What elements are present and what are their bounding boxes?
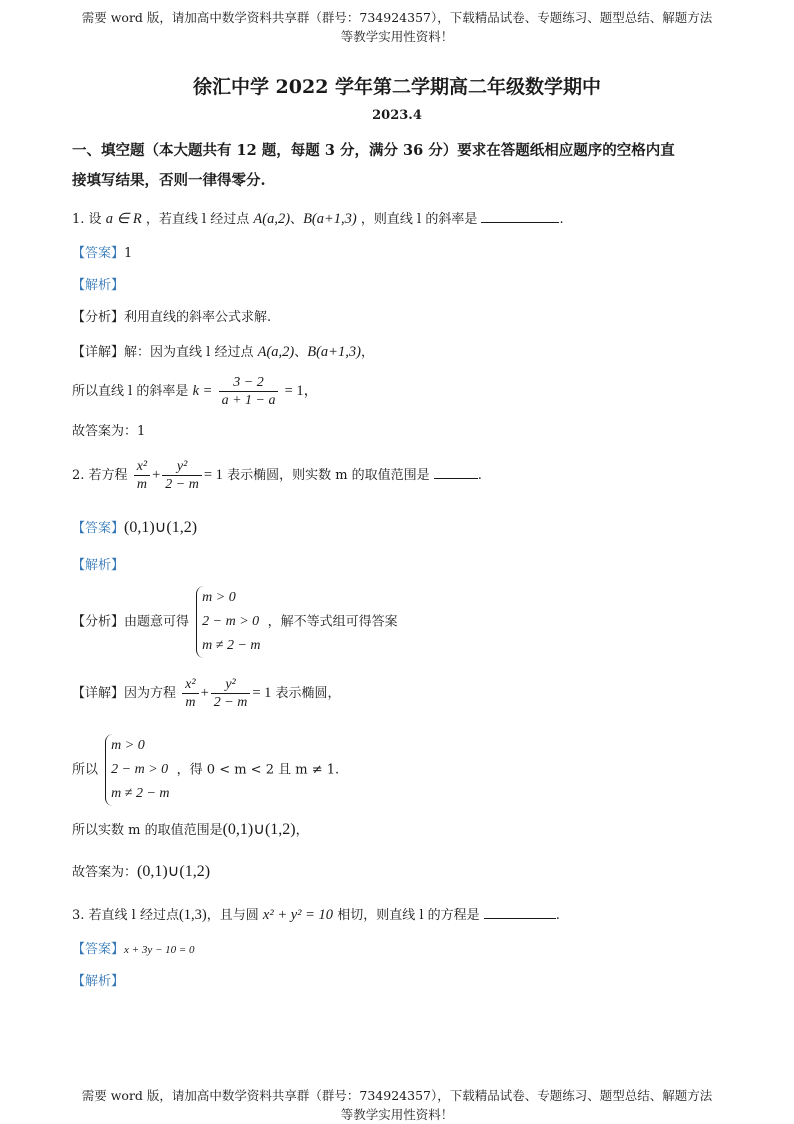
q2-detail-frac2-den: 2 − m	[213, 695, 248, 710]
q3-end: .	[555, 908, 560, 923]
q2-plus: +	[152, 467, 161, 483]
q1-detail-line	[72, 342, 374, 363]
q2-answer: (0,1)∪(1,2)	[124, 519, 198, 536]
q1-detail-end: ，	[360, 345, 374, 360]
q2-frac2-den: 2 − m	[165, 477, 199, 492]
q1-analysis-line	[72, 276, 124, 296]
q3-text-mid: ，且与圆	[206, 908, 259, 923]
q1-slope-numerator: 3 − 2	[219, 374, 279, 392]
q2-system-row-3: m ≠ 2 − m	[202, 638, 261, 653]
q1-text-mid: ，若直线 l 经过点	[145, 212, 250, 227]
q1-math-a-in-r: a ∈ R	[105, 211, 142, 227]
header-line-1: 需要 word 版，请加高中数学资料共享群（群号：734924357），下载精品试卷、专题练习、题型总结、解题方法	[81, 10, 713, 25]
q1-slope-denominator: a + 1 − a	[221, 393, 276, 408]
q1-slope-text: 所以直线 l 的斜率是	[72, 384, 189, 399]
q2-system-row-2: 2 − m > 0	[202, 614, 260, 629]
exam-date: 2023.4	[372, 108, 422, 123]
header-notice	[0, 8, 794, 46]
q2-system-row-1: m > 0	[202, 590, 236, 605]
q2-detail-system	[105, 734, 169, 806]
q2-detail-frac2-num: y²	[211, 676, 251, 694]
section-heading-line-2: 接填写结果，否则一律得零分.	[72, 172, 266, 189]
q2-range-line	[72, 820, 309, 841]
q1-detail-text: 解：因为直线 l 经过点	[124, 345, 254, 360]
q3-answer-line	[72, 940, 195, 960]
analysis-tag: 【解析】	[72, 278, 125, 293]
answer-tag: 【答案】	[72, 246, 125, 261]
q2-final-pre: 故答案为：	[72, 865, 138, 880]
q1-detail-point-b: B(a+1,3)	[307, 344, 361, 360]
q1-final: 故答案为：1	[72, 424, 146, 439]
q2-text-post: 表示椭圆，则实数 m 的取值范围是	[227, 468, 430, 483]
q2-analysis-line	[72, 556, 124, 576]
q2-fenxi-system	[196, 586, 260, 658]
q1-slope-result: = 1，	[284, 383, 319, 399]
q2-fraction-x	[134, 458, 150, 493]
q1-prefix: 1. 设	[72, 212, 102, 227]
q2-detail-frac1-den: m	[185, 695, 196, 710]
q2-detail-system-row-1: m > 0	[111, 738, 145, 753]
q2-fenxi-pre: 由题意可得	[124, 614, 190, 630]
q1-text-post: ，则直线 l 的斜率是	[360, 212, 478, 227]
q3-point: (1,3)	[178, 907, 207, 923]
q3-analysis-line	[72, 972, 124, 992]
q2-answer-blank	[434, 464, 478, 479]
q1-point-a: A(a,2)	[253, 211, 291, 227]
fenxi-tag: 【分析】	[72, 310, 125, 325]
q1-slope-fraction	[219, 374, 279, 409]
q1-answer: 1	[124, 246, 133, 261]
q1-separator: 、	[290, 212, 304, 227]
q1-detail-point-a: A(a,2)	[257, 344, 295, 360]
detail-tag: 【详解】	[72, 686, 125, 701]
q1-slope-k: k =	[192, 383, 213, 399]
answer-tag: 【答案】	[72, 521, 125, 536]
q2-range-pre: 所以实数 m 的取值范围是	[72, 823, 223, 838]
q1-answer-blank	[481, 208, 559, 223]
question-1	[72, 208, 564, 230]
q1-end: .	[559, 212, 564, 227]
question-3	[72, 904, 560, 926]
page-title: 徐汇中学 2022 学年第二学期高二年级数学期中	[192, 76, 602, 98]
q2-answer-line	[72, 518, 197, 539]
q2-detail-line	[72, 676, 341, 711]
q3-answer-blank	[484, 904, 556, 919]
q2-final-value: (0,1)∪(1,2)	[137, 863, 211, 880]
q2-so-post: ，得 0 < m < 2 且 m ≠ 1.	[176, 762, 340, 778]
footer-line-2: 等教学实用性资料！	[340, 1107, 454, 1122]
section-heading-line-1: 一、填空题（本大题共有 12 题，每题 3 分，满分 36 分）要求在答题纸相应题序的空格内直	[72, 142, 675, 159]
header-line-2: 等教学实用性资料！	[340, 29, 454, 44]
q2-final-line	[72, 862, 210, 883]
q2-frac2-num: y²	[162, 458, 202, 476]
footer-notice	[0, 1086, 794, 1124]
q2-prefix: 2. 若方程	[72, 468, 128, 483]
q3-prefix: 3. 若直线 l 经过点	[72, 908, 179, 923]
q2-frac1-num: x²	[134, 458, 150, 476]
detail-tag: 【详解】	[72, 345, 125, 360]
q2-detail-equals: = 1	[252, 685, 272, 701]
q2-end: .	[477, 468, 482, 483]
q3-circle-equation: x² + y² = 10	[262, 907, 334, 923]
analysis-tag: 【解析】	[72, 558, 125, 573]
q1-slope-line	[72, 374, 318, 409]
q2-so-pre: 所以	[72, 762, 99, 778]
q2-detail-frac1-num: x²	[182, 676, 198, 694]
q2-detail-plus: +	[200, 685, 209, 701]
q3-text-post: 相切，则直线 l 的方程是	[337, 908, 480, 923]
q2-frac1-den: m	[136, 477, 147, 492]
q1-point-b: B(a+1,3)	[303, 211, 357, 227]
q2-equals: = 1	[203, 467, 223, 483]
q2-so-line	[72, 734, 339, 806]
q2-fraction-y	[162, 458, 202, 493]
q2-fenxi-line	[72, 586, 398, 658]
q2-detail-system-row-2: 2 − m > 0	[111, 762, 169, 777]
q2-detail-fraction-x	[182, 676, 198, 711]
q2-range-value: (0,1)∪(1,2)	[222, 821, 296, 838]
q2-detail-fraction-y	[211, 676, 251, 711]
fenxi-tag: 【分析】	[72, 614, 125, 630]
q3-answer: x + 3y − 10 = 0	[124, 944, 195, 956]
q2-detail-post: 表示椭圆，	[275, 686, 341, 701]
q1-detail-sep: 、	[294, 345, 308, 360]
analysis-tag: 【解析】	[72, 974, 125, 989]
q2-range-end: ，	[295, 823, 309, 838]
q2-detail-system-row-3: m ≠ 2 − m	[111, 786, 170, 801]
section-heading	[72, 136, 675, 196]
answer-tag: 【答案】	[72, 942, 125, 957]
q1-fenxi-text: 利用直线的斜率公式求解.	[124, 310, 272, 325]
footer-line-1: 需要 word 版，请加高中数学资料共享群（群号：734924357），下载精品试卷、专题练习、题型总结、解题方法	[81, 1088, 713, 1103]
q1-fenxi-line	[72, 308, 271, 328]
q1-answer-line	[72, 244, 132, 264]
question-2	[72, 458, 482, 493]
q2-detail-pre: 因为方程	[124, 686, 177, 701]
q2-fenxi-post: ，解不等式组可得答案	[267, 614, 398, 630]
